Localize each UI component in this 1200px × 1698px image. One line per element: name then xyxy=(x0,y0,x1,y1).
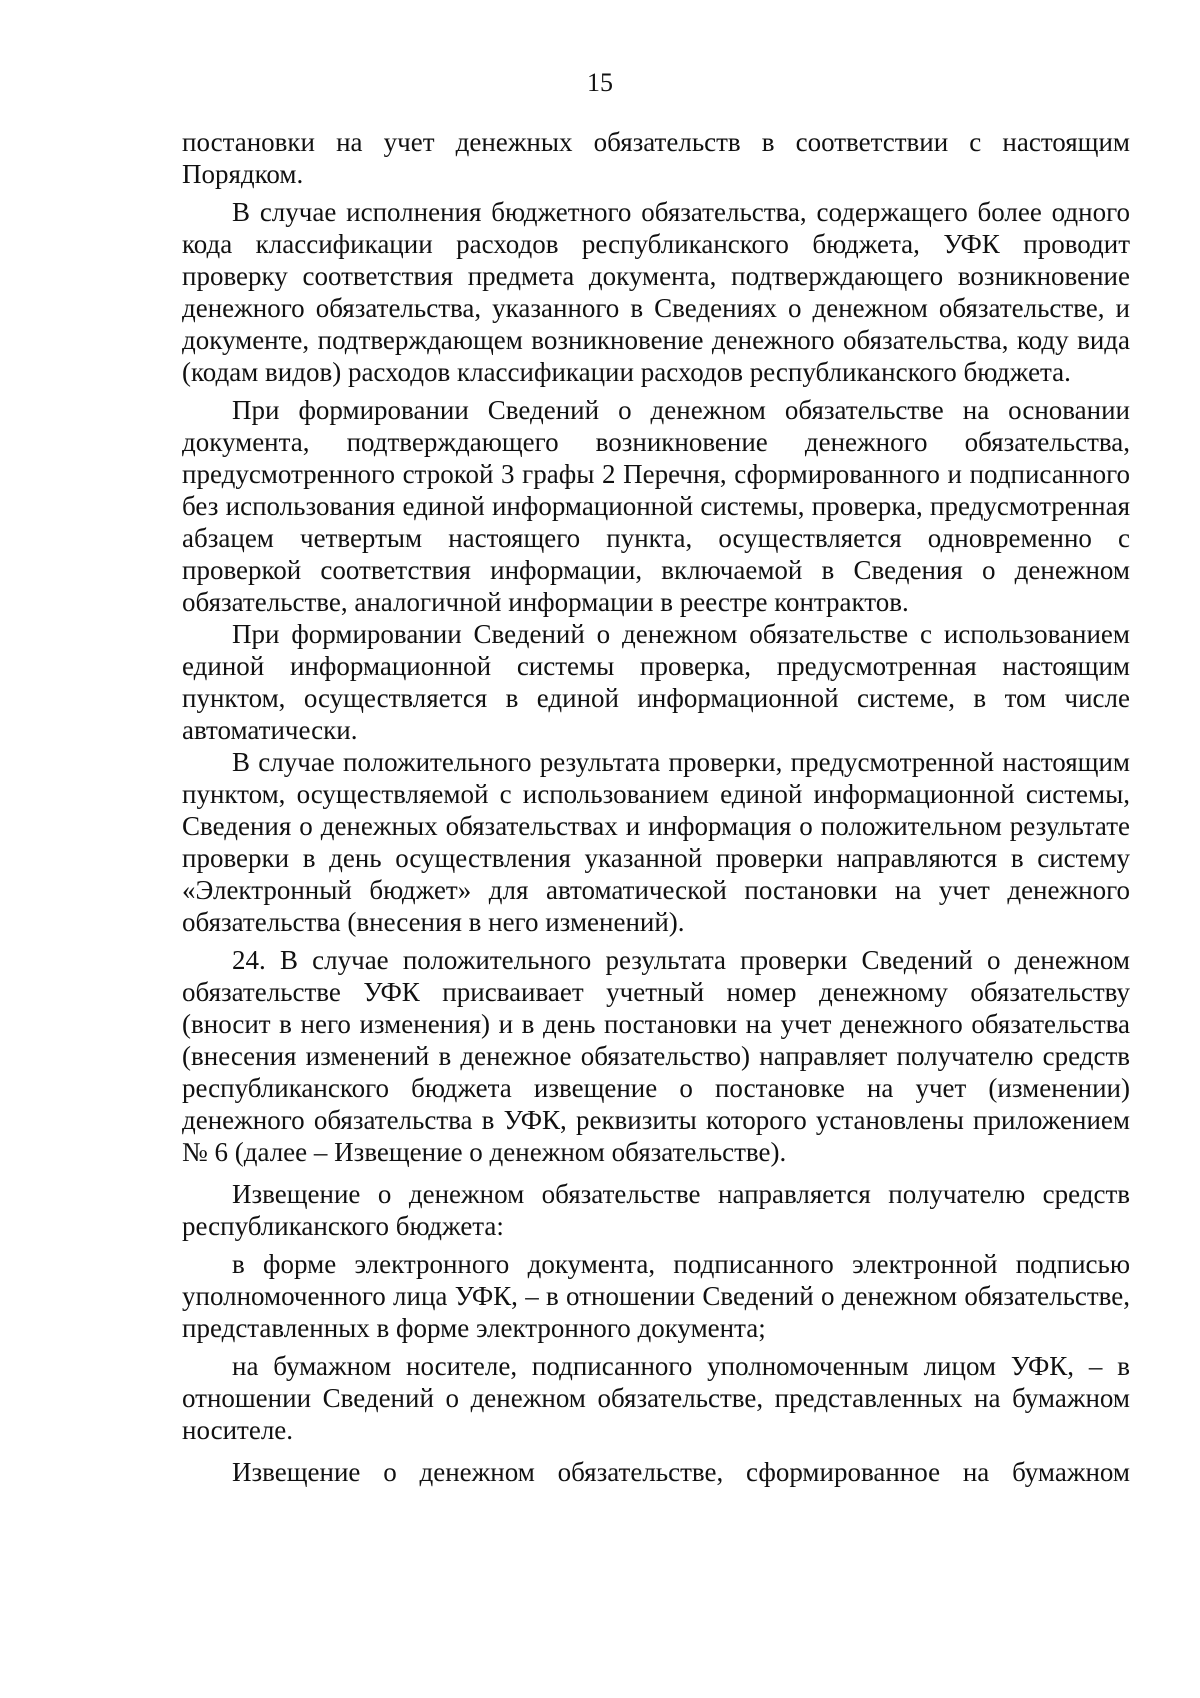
paragraph-continuation: постановки на учет денежных обязательств в соответствии с настоящим Порядком. xyxy=(182,127,1130,189)
paragraph: Извещение о денежном обязательстве направляется получателю средств республиканского бюджета: xyxy=(182,1179,1130,1241)
paragraph: Извещение о денежном обязательстве, сформированное на бумажном xyxy=(232,1457,1130,1487)
paragraph-item-24: 24. В случае положительного результата проверки Сведений о денежном обязательстве УФК присваивает учетный номер денежному обязательству (вносит в него изменения) и в день постановки на учет денежного обязательства (внесения изменений в денежное обязательство) направляет получателю средств республиканского бюджета извещение о постановке на учет (изменении) денежного обязательства в УФК, реквизиты которого установлены приложением № 6 (далее – Извещение о денежном обязательстве). xyxy=(182,945,1130,1167)
paragraph: В случае исполнения бюджетного обязательства, содержащего более одного кода классификации расходов республиканского бюджета, УФК проводит проверку соответствия предмета документа, подтверждающего возникновение денежного обязательства, указанного в Сведениях о денежном обязательстве, и документе, подтверждающем возникновение денежного обязательства, коду вида (кодам видов) расходов классификации расходов республиканского бюджета. xyxy=(182,197,1130,387)
paragraph: на бумажном носителе, подписанного уполномоченным лицом УФК, – в отношении Сведений о денежном обязательстве, представленных на бумажном носителе. xyxy=(182,1351,1130,1445)
page-number: 15 xyxy=(587,68,613,97)
paragraph: При формировании Сведений о денежном обязательстве с использованием единой информационной системы проверка, предусмотренная настоящим пунктом, осуществляется в единой информационной системе, в том числе автоматически. xyxy=(182,619,1130,745)
document-body xyxy=(182,126,1130,1488)
paragraph: в форме электронного документа, подписанного электронной подписью уполномоченного лица УФК, – в отношении Сведений о денежном обязательстве, представленных в форме электронного документа; xyxy=(182,1249,1130,1343)
paragraph: При формировании Сведений о денежном обязательстве на основании документа, подтверждающего возникновение денежного обязательства, предусмотренного строкой 3 графы 2 Перечня, сформированного и подписанного без использования единой информационной системы, проверка, предусмотренная абзацем четвертым настоящего пункта, осуществляется одновременно с проверкой соответствия информации, включаемой в Сведения о денежном обязательстве, аналогичной информации в реестре контрактов. xyxy=(182,395,1130,617)
paragraph: В случае положительного результата проверки, предусмотренной настоящим пунктом, осуществляемой с использованием единой информационной системы, Сведения о денежных обязательствах и информация о положительном результате проверки в день осуществления указанной проверки направляются в систему «Электронный бюджет» для автоматической постановки на учет денежного обязательства (внесения в него изменений). xyxy=(182,747,1130,937)
